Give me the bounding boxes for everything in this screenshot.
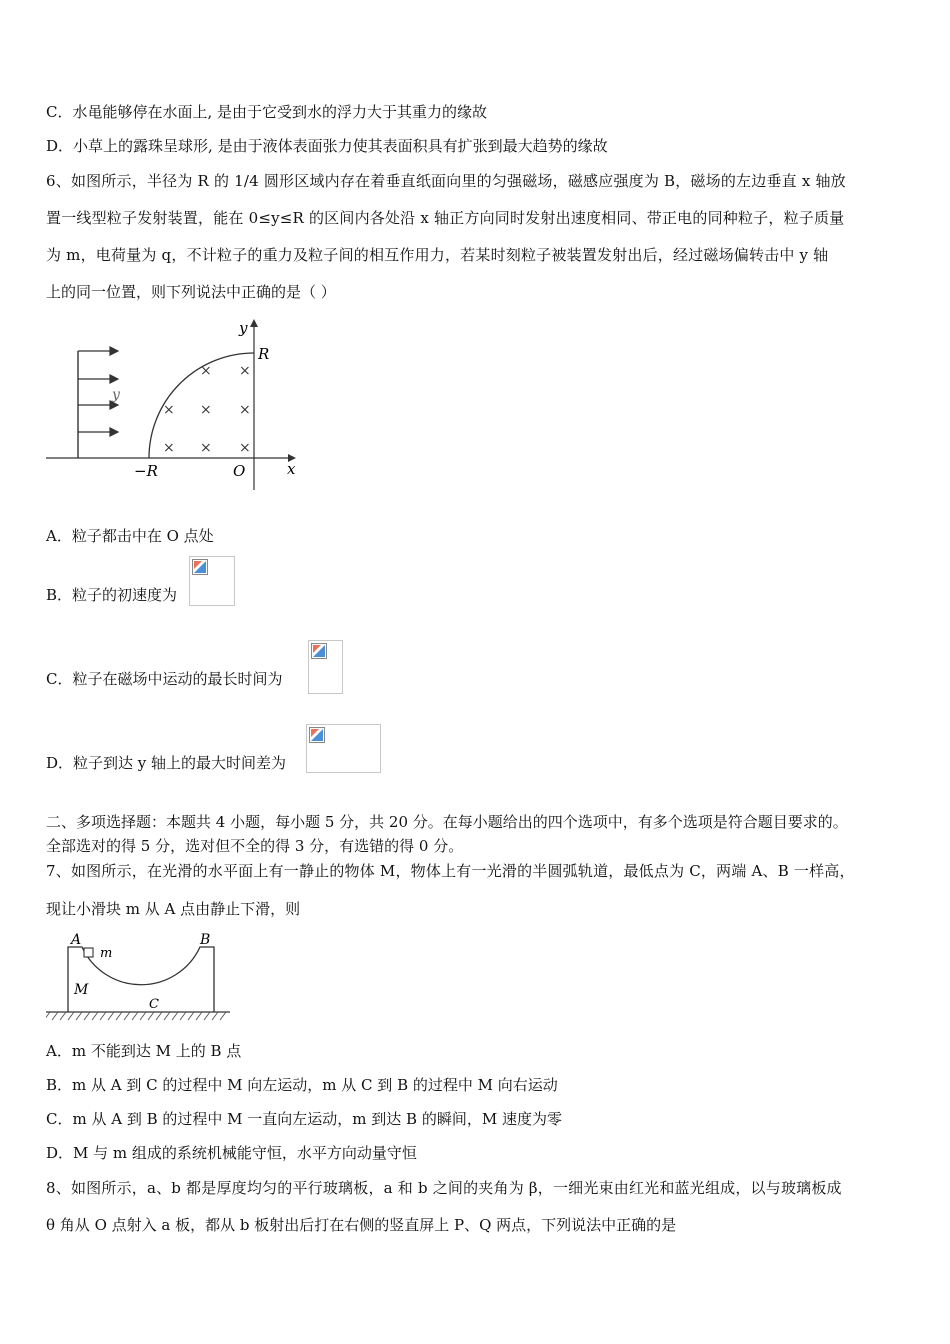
field-cross: × xyxy=(239,402,251,418)
field-cross: × xyxy=(239,363,251,379)
fig7-b-label: B xyxy=(200,932,211,948)
broken-image-icon xyxy=(309,727,325,743)
q8-stem-line-1: 8、如图所示，a、b 都是厚度均匀的平行玻璃板，a 和 b 之间的夹角为 β，一细光束由红光和蓝光组成，以与玻璃板成 xyxy=(46,1179,842,1197)
fig7-a-label: A xyxy=(71,932,82,948)
fig7-c-label: C xyxy=(149,997,159,1012)
broken-formula-image xyxy=(189,556,235,606)
fig6-y-axis-label: y xyxy=(239,319,248,337)
fig7-m-label: m xyxy=(100,946,113,961)
q6-option-c: C．粒子在磁场中运动的最长时间为 xyxy=(46,670,283,688)
q6-option-a: A．粒子都击中在 O 点处 xyxy=(46,527,214,545)
fig6-origin-label: O xyxy=(233,462,246,480)
field-cross: × xyxy=(200,402,212,418)
q7-option-c: C．m 从 A 到 B 的过程中 M 一直向左运动，m 到达 B 的瞬间，M 速度为零 xyxy=(46,1110,562,1128)
q7-option-b: B．m 从 A 到 C 的过程中 M 向左运动，m 从 C 到 B 的过程中 M 向右运动 xyxy=(46,1076,558,1094)
fig6-x-axis-label: x xyxy=(287,460,296,478)
section-2-heading-line-1: 二、多项选择题：本题共 4 小题，每小题 5 分，共 20 分。在每小题给出的四个选项中，有多个选项是符合题目要求的。 xyxy=(46,813,848,831)
broken-formula-image xyxy=(308,640,343,694)
q7-stem-line-1: 7、如图所示，在光滑的水平面上有一静止的物体 M，物体上有一光滑的半圆弧轨道，最低点为 C，两端 A、B 一样高， xyxy=(46,862,855,880)
fig6-r-label: R xyxy=(258,345,270,363)
field-cross: × xyxy=(239,440,251,456)
q6-stem-line-1: 6、如图所示，半径为 R 的 1/4 圆形区域内存在着垂直纸面向里的匀强磁场，磁感应强度为 B，磁场的左边垂直 x 轴放 xyxy=(46,172,846,190)
q7-stem-line-2: 现让小滑块 m 从 A 点由静止下滑，则 xyxy=(46,900,301,918)
field-cross: × xyxy=(163,402,175,418)
broken-formula-image xyxy=(306,724,381,773)
q6-stem-line-2: 置一线型粒子发射装置，能在 0≤y≤R 的区间内各处沿 x 轴正方向同时发射出速度相同、带正电的同种粒子，粒子质量 xyxy=(46,209,845,227)
q6-option-b: B．粒子的初速度为 xyxy=(46,586,178,604)
q7-option-a: A．m 不能到达 M 上的 B 点 xyxy=(46,1042,242,1060)
q5-option-c: C．水黾能够停在水面上, 是由于它受到水的浮力大于其重力的缘故 xyxy=(46,103,488,121)
q6-option-d: D．粒子到达 y 轴上的最大时间差为 xyxy=(46,754,287,772)
field-cross: × xyxy=(200,440,212,456)
q5-option-d: D．小草上的露珠呈球形, 是由于液体表面张力使其表面积具有扩张到最大趋势的缘故 xyxy=(46,137,608,155)
q6-magnetic-field-figure xyxy=(46,315,316,495)
broken-image-icon xyxy=(311,643,327,659)
section-2-heading-line-2: 全部选对的得 5 分，选对但不全的得 3 分，有选错的得 0 分。 xyxy=(46,837,464,855)
field-cross: × xyxy=(200,363,212,379)
fig6-neg-r-label: −R xyxy=(134,462,158,480)
q7-option-d: D．M 与 m 组成的系统机械能守恒，水平方向动量守恒 xyxy=(46,1144,417,1162)
fig7-big-m-label: M xyxy=(74,982,89,998)
field-cross: × xyxy=(163,440,175,456)
q7-semicircle-track-figure xyxy=(46,928,236,1024)
q8-stem-line-2: θ 角从 O 点射入 a 板，都从 b 板射出后打在右侧的竖直屏上 P、Q 两点，下列说法中正确的是 xyxy=(46,1216,677,1234)
q6-stem-line-4: 上的同一位置，则下列说法中正确的是（ ） xyxy=(46,283,336,301)
broken-image-icon xyxy=(192,559,208,575)
q6-stem-line-3: 为 m，电荷量为 q，不计粒子的重力及粒子间的相互作用力，若某时刻粒子被装置发射出后，经过磁场偏转击中 y 轴 xyxy=(46,246,829,264)
fig6-y-side-label: y xyxy=(112,387,120,403)
